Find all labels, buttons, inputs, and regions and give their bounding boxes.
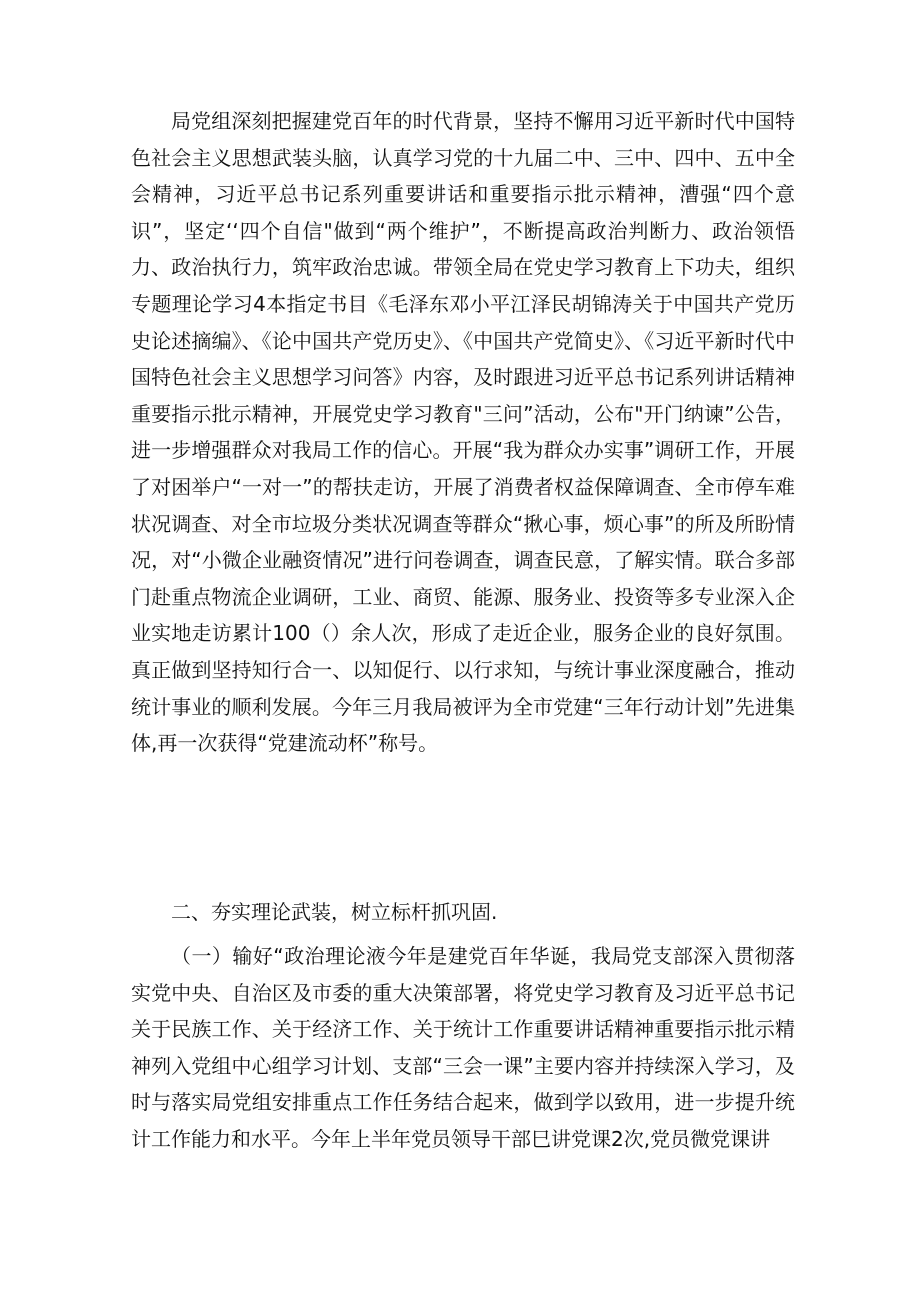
section-heading: 二、夯实理论武装，树立标杆抓巩固. [171,900,498,924]
body-paragraph-1-container [131,103,795,762]
body-paragraph: 局党组深刻把握建党百年的时代背景，坚持不懈用习近平新时代中国特色社会主义思想武装头脑，认真学习党的十九届二中、三中、四中、五中全会精神，习近平总书记系列重要讲话和重要指示批示精神，漕强“四个意识”，坚定‘‘四个自信"做到“两个维护”，不断提高政治判断力、政治领悟力、政治执行力，筑牢政治忠诚。带领全局在党史学习教育上下功夫，组织专题理论学习4本指定书目《毛泽东邓小平江泽民胡锦涛关于中国共产党历史论述摘编》、《论中国共产党历史》、《中国共产党简史》、《习近平新时代中国特色社会主义思想学习问答》内容，及时跟进习近平总书记系列讲话精神重要指示批示精神，开展党史学习教育"三问”活动，公布"开门纳谏”公告，进一步增强群众对我局工作的信心。开展“我为群众办实事”调研工作，开展了对困举户“一对一”的帮扶走访，开展了消费者权益保障调查、全市停车难状况调查、对全市垃圾分类状况调查等群众“揪心事，烦心事”的所及所盼情况，对“小微企业融资情况”进行问卷调查，调查民意，了解实情。联合多部门赴重点物流企业调研，工业、商贸、能源、服务业、投资等多专业深入企业实地走访累计100（）余人次，形成了走近企业，服务企业的良好氛围。真正做到坚持知行合一、以知促行、以行求知，与统计事业深度融合，推动统计事业的顺利发展。今年三月我局被评为全市党建“三年行动计划”先进集体,再一次获得“党建流动杯”称号。 [131,109,795,756]
body-paragraph: （一）输好“政治理论液今年是建党百年华诞，我局党支部深入贯彻落实党中央、自治区及市委的重大决策部署，将党史学习教育及习近平总书记关于民族工作、关于经济工作、关于统计工作重要讲话精神重要指示批示精神列入党组中心组学习计划、支部“三会一课”主要内容并持续深入学习，及时与落实局党组安排重点工作任务结合起来，做到学以致用，进一步提升统计工作能力和水平。今年上半年党员领导干部巳讲党课2次,党员微党课讲 [131,944,795,1151]
section-heading-container [131,894,795,931]
body-paragraph-2-container [131,938,795,1158]
